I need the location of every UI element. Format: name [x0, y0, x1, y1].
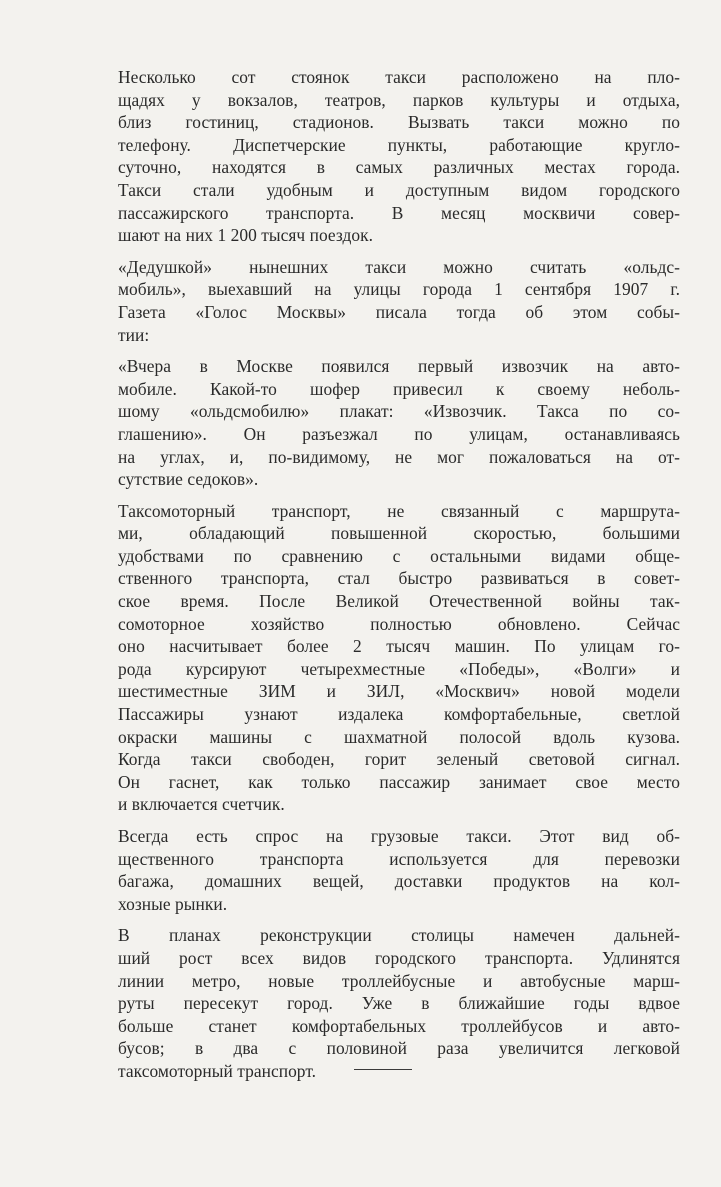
text-line: таксомоторный транспорт.: [118, 1060, 317, 1081]
text-line: глашению». Он разъезжал по улицам, останавливаясь: [118, 423, 680, 444]
text-line: сомоторное хозяйство полностью обновлено. Сейчас: [118, 613, 680, 634]
text-line: Такси стали удобным и доступным видом городского: [118, 179, 680, 200]
section-end-divider: [354, 1069, 412, 1070]
paragraph-taxi-transport: [118, 500, 680, 816]
text-line: Таксомоторный транспорт, не связанный с маршрута-: [118, 500, 680, 521]
text-line: ское время. После Великой Отечественной войны так-: [118, 591, 680, 612]
text-line: рода курсируют четырехместные «Победы», «Волги» и: [118, 658, 680, 679]
text-line: багажа, домашних вещей, доставки продуктов на кол-: [118, 871, 680, 892]
text-line: близ гостиниц, стадионов. Вызвать такси можно по: [118, 112, 680, 133]
text-line: Всегда есть спрос на грузовые такси. Этот вид об-: [118, 826, 680, 846]
text-line: «Вчера в Москве появился первый извозчик на авто-: [118, 356, 680, 377]
text-line: щественного транспорта используется для перевозки: [118, 848, 680, 869]
text-line: «Дедушкой» нынешних такси можно считать «ольдс-: [118, 256, 680, 277]
text-line: мобиле. Какой-то шофер привесил к своему неболь-: [118, 378, 680, 399]
text-line: шестиместные ЗИМ и ЗИЛ, «Москвич» новой модели: [118, 681, 680, 702]
paragraph-newspaper-quote: [118, 355, 680, 491]
text-line: пассажирского транспорта. В месяц москвичи совер-: [118, 202, 680, 223]
text-line: удобствами по сравнению с остальными видами обще-: [118, 545, 680, 566]
text-line: на углах, и, по-видимому, не мог пожаловаться на от-: [118, 446, 680, 467]
paragraph-oldsmobile: [118, 256, 680, 346]
text-line: В планах реконструкции столицы намечен дальней-: [118, 925, 680, 946]
text-line: ший рост всех видов городского транспорта. Удлинятся: [118, 947, 680, 968]
text-line: больше станет комфортабельных троллейбусов и авто-: [118, 1015, 680, 1036]
text-line: шают на них 1 200 тысяч поездок.: [118, 225, 374, 246]
text-line: тии:: [118, 324, 150, 345]
text-line: окраски машины с шахматной полосой вдоль кузова.: [118, 726, 680, 747]
text-line: сутствие седоков».: [118, 469, 259, 490]
text-line: Несколько сот стоянок такси расположено на пло-: [118, 67, 680, 87]
text-line: телефону. Диспетчерские пункты, работающие кругло-: [118, 134, 680, 155]
text-line: хозные рынки.: [118, 893, 228, 914]
text-line: Он гаснет, как только пассажир занимает свое место: [118, 771, 680, 792]
text-line: шому «ольдсмобилю» плакат: «Извозчик. Такса по со-: [118, 401, 680, 422]
text-line: линии метро, новые троллейбусные и автобусные марш-: [118, 970, 680, 991]
text-line: и включается счетчик.: [118, 794, 285, 815]
text-line: ственного транспорта, стал быстро развиваться в совет-: [118, 568, 680, 589]
text-line: Когда такси свободен, горит зеленый световой сигнал.: [118, 749, 680, 770]
paragraph-reconstruction-plans: [118, 924, 680, 1082]
text-line: оно насчитывает более 2 тысяч машин. По улицам го-: [118, 636, 680, 657]
text-line: ми, обладающий повышенной скоростью, большими: [118, 523, 680, 544]
text-line: мобиль», выехавший на улицы города 1 сентября 1907 г.: [118, 279, 680, 300]
text-line: суточно, находятся в самых различных местах города.: [118, 157, 680, 178]
text-line: Пассажиры узнают издалека комфортабельные, светлой: [118, 704, 680, 725]
text-line: руты пересекут город. Уже в ближайшие годы вдвое: [118, 993, 680, 1014]
text-line: бусов; в два с половиной раза увеличится легковой: [118, 1038, 680, 1059]
paragraph-taxi-stands: [118, 66, 680, 247]
text-line: щадях у вокзалов, театров, парков культуры и отдыха,: [118, 89, 680, 110]
paragraph-cargo-taxi: [118, 825, 680, 915]
page-body: [118, 66, 680, 1092]
text-line: Газета «Голос Москвы» писала тогда об этом собы-: [118, 301, 680, 322]
